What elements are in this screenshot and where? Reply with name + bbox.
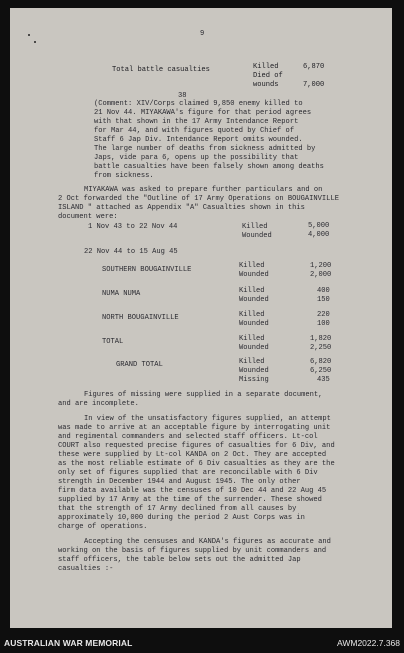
paragraph-line: was made to arrive at an acceptable figure by interrogating unit [58,424,331,432]
paragraph-line: document were: [58,213,118,221]
period1-wounded-value: 4,000 [308,231,330,239]
area-wounded-label: Wounded [239,320,269,328]
grand-total-label: GRAND TOTAL [116,361,163,369]
paragraph-line: ISLAND " attached as Appendix "A" Casualties shown in this [58,204,305,212]
period1-wounded-label: Wounded [242,232,272,240]
paragraph-line: as the most reliable estimate of 6 Div casualties as they are the [58,460,335,468]
area-killed-value: 220 [317,311,330,319]
summary-killed-label: Killed [253,63,279,71]
area-wounded-label: Wounded [239,344,269,352]
area-name: NORTH BOUGAINVILLE [102,314,179,322]
comment-line: (Comment: XIV/Corps claimed 9,850 enemy killed to [94,100,303,108]
area-killed-value: 1,820 [310,335,332,343]
paragraph-line: charge of operations. [58,523,148,531]
grand-total-missing-label: Missing [239,376,269,384]
paragraph-line: supplied by 17 Army at the time of the surrender. These showed [58,496,322,504]
area-killed-label: Killed [239,287,265,295]
comment-line: 21 Nov 44. MIYAKAWA's figure for that period agrees [94,109,312,117]
paragraph-line: strength in December 1944 and August 1945. The only other [58,478,301,486]
paragraph-line: firm data available was the censuses of 10 Dec 44 and 22 Aug 45 [58,487,327,495]
comment-line: for Mar 44, and with figures quoted by Chief of [94,127,295,135]
summary-dow-label: Died of wounds [253,72,283,89]
grand-total-wounded-value: 6,250 [310,367,332,375]
paragraph-line: staff officers, the table below sets out the admitted Jap [58,556,301,564]
area-killed-label: Killed [239,311,265,319]
paragraph-line: these were supplied by Lt-col KANDA on 2 Oct. They are accepted [58,451,327,459]
area-wounded-label: Wounded [239,296,269,304]
period2-label: 22 Nov 44 to 15 Aug 45 [84,248,178,256]
note-marker: 38 [178,92,187,100]
paragraph-line: casualties :- [58,565,114,573]
paragraph-line: approximately 10,000 during the period 2 Aust Corps was in [58,514,305,522]
footer-credit: AUSTRALIAN WAR MEMORIAL [4,638,133,648]
paragraph-line: COURT also requested precise figures of casualties for 6 Div, and [58,442,335,450]
area-killed-label: Killed [239,335,265,343]
paragraph-line: Accepting the censuses and KANDA's figures as accurate and [84,538,331,546]
summary-dow-value: 7,000 [303,81,325,89]
paragraph-line: Figures of missing were supplied in a separate document, [84,391,323,399]
summary-label: Total battle casualties [112,66,210,74]
page-number: 9 [200,30,205,38]
grand-total-killed-value: 6,820 [310,358,332,366]
area-name: TOTAL [102,338,124,346]
period1-killed-value: 5,000 [308,222,330,230]
paragraph-line: working on the basis of figures supplied by unit commanders and [58,547,327,555]
comment-line: battle casualties have been falsely shown among deaths [94,163,324,171]
area-killed-label: Killed [239,262,265,270]
comment-line: The large number of deaths from sickness admitted by [94,145,316,153]
ink-mark [28,34,30,36]
paragraph-line: and are incomplete. [58,400,139,408]
grand-total-wounded-label: Wounded [239,367,269,375]
area-killed-value: 1,200 [310,262,332,270]
grand-total-missing-value: 435 [317,376,330,384]
area-name: NUMA NUMA [102,290,141,298]
area-wounded-value: 100 [317,320,330,328]
area-killed-value: 400 [317,287,330,295]
paragraph-line: that the strength of 17 Army declined from all causes by [58,505,297,513]
paragraph-line: only set of figures supplied that are reconcilable with 6 Div [58,469,318,477]
comment-line: Staff 6 Jap Div. Intendance Report omits wounded. [94,136,303,144]
period1-killed-label: Killed [242,223,268,231]
comment-line: Japs, vide para 6, opens up the possibility that [94,154,299,162]
comment-line: from sickness. [94,172,154,180]
comment-line: with that shown in the 17 Army Intendance Report [94,118,299,126]
area-name: SOUTHERN BOUGAINVILLE [102,266,192,274]
paragraph-line: 2 Oct forwarded the "Outline of 17 Army Operations on BOUGAINVILLE [58,195,339,203]
ink-mark [34,41,36,43]
footer-accession-number: AWM2022.7.368 [337,638,400,648]
paragraph-line: In view of the unsatisfactory figures supplied, an attempt [84,415,331,423]
paragraph-line: MIYAKAWA was asked to prepare further particulars and on [84,186,323,194]
period1-label: 1 Nov 43 to 22 Nov 44 [88,223,178,231]
document-page [10,8,392,628]
grand-total-killed-label: Killed [239,358,265,366]
area-wounded-value: 2,250 [310,344,332,352]
area-wounded-value: 2,000 [310,271,332,279]
area-wounded-label: Wounded [239,271,269,279]
summary-killed-value: 6,870 [303,63,325,71]
paragraph-line: and regimental commanders and selected staff officers. Lt-col [58,433,318,441]
area-wounded-value: 150 [317,296,330,304]
